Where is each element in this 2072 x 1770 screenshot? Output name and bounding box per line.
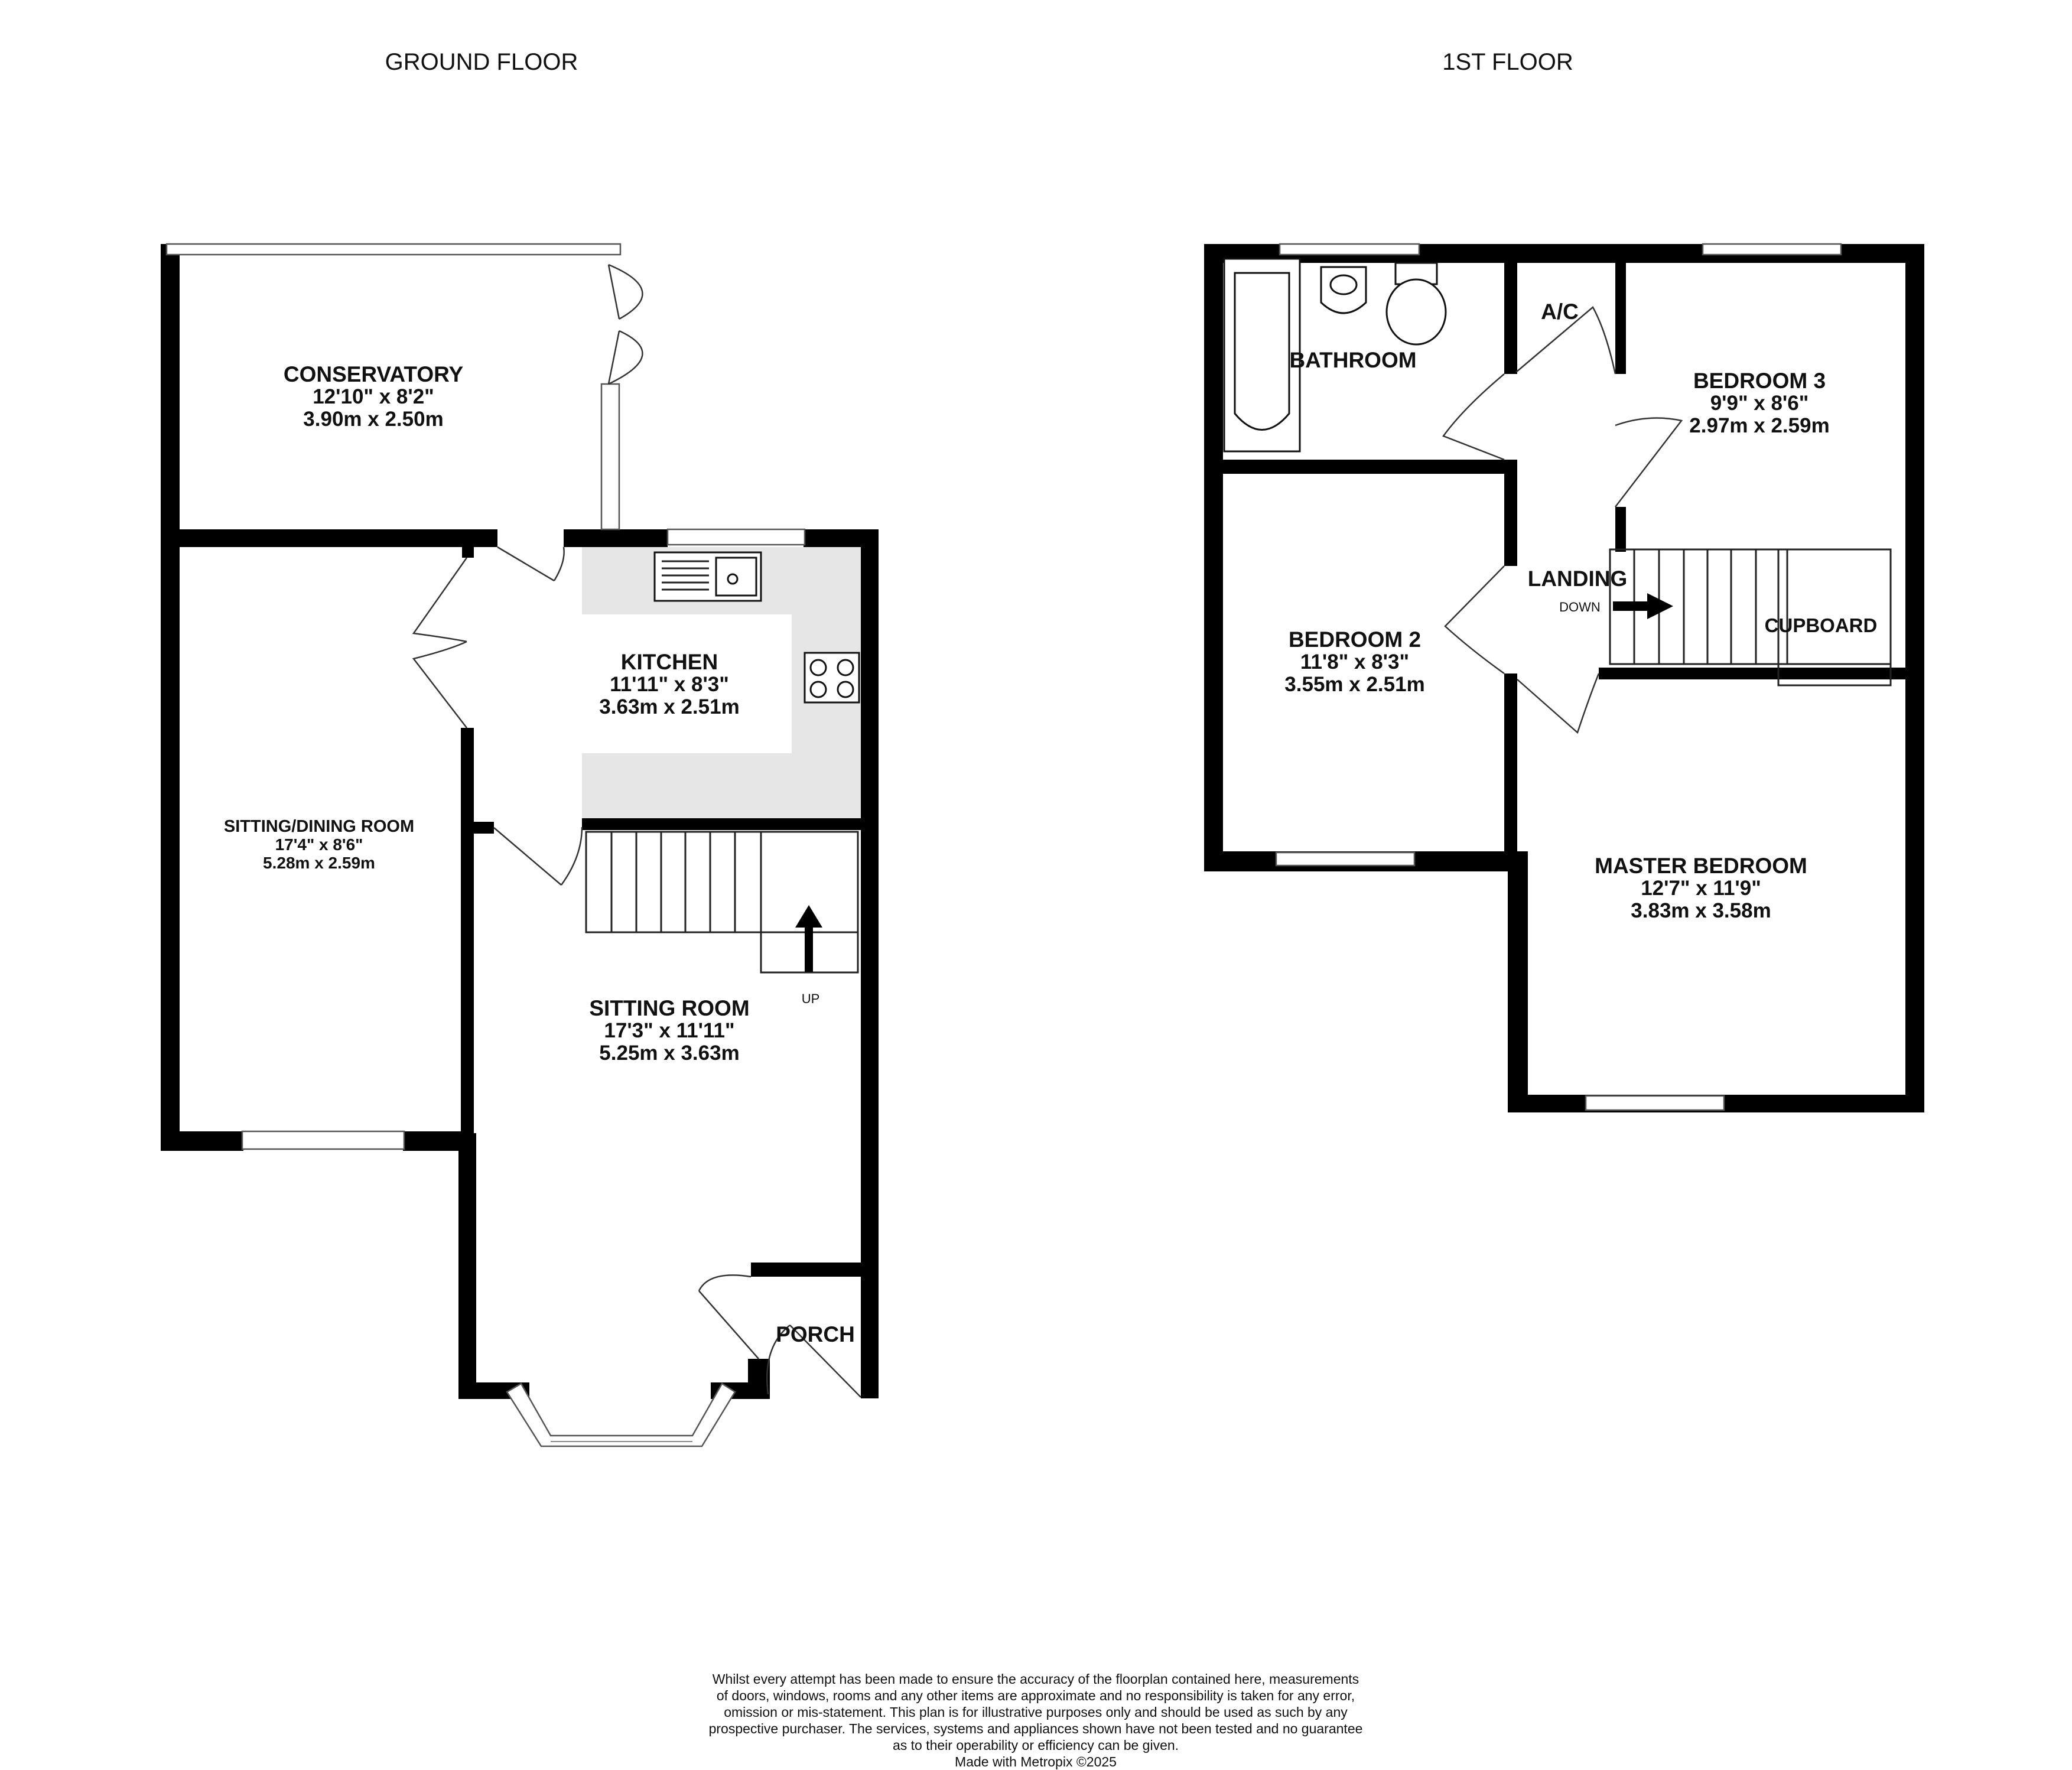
conservatory-imperial: 12'10" x 8'2" xyxy=(313,385,434,408)
wall xyxy=(161,244,180,563)
master-door xyxy=(1517,673,1599,733)
stairs-up-label: UP xyxy=(801,991,820,1006)
bath xyxy=(1224,259,1300,451)
disclaimer-line: prospective purchaser. The services, systems and appliances shown have not been tested and no guarantee xyxy=(708,1721,1363,1736)
cupboard xyxy=(1778,549,1891,664)
bedroom2-door xyxy=(1445,566,1504,673)
kitchen-name: KITCHEN xyxy=(620,650,718,674)
bedroom2-name: BEDROOM 2 xyxy=(1288,627,1422,652)
disclaimer-line: as to their operability or efficiency can be given. xyxy=(892,1738,1179,1753)
kitchen-imperial: 11'11" x 8'3" xyxy=(610,673,729,696)
wall xyxy=(1504,244,1517,374)
disclaimer-line: omission or mis-statement. This plan is for illustrative purposes only and should be used as such by any xyxy=(724,1704,1348,1720)
cupboard-name: CUPBOARD xyxy=(1764,614,1878,636)
conservatory-french-door xyxy=(609,265,642,384)
master-window xyxy=(1586,1096,1724,1110)
bedroom2-window xyxy=(1276,853,1414,866)
toilet xyxy=(1387,263,1446,344)
bathroom-window xyxy=(1280,244,1419,255)
wall xyxy=(604,529,668,547)
sitting-dining-metric: 5.28m x 2.59m xyxy=(263,854,375,872)
dining-french-door xyxy=(414,558,467,728)
conservatory-window xyxy=(167,244,620,255)
bay-window xyxy=(507,1384,735,1446)
up-arrow-head-icon xyxy=(795,905,822,928)
bedroom3-name: BEDROOM 3 xyxy=(1693,369,1826,393)
first-floor-stairs xyxy=(1610,549,1787,664)
bedroom3-window xyxy=(1703,244,1841,255)
hob xyxy=(805,653,859,702)
wall xyxy=(1508,851,1528,1112)
conservatory-side-window xyxy=(601,384,619,529)
conservatory-metric: 3.90m x 2.50m xyxy=(303,408,444,431)
wall xyxy=(1504,673,1517,857)
wall xyxy=(403,1131,462,1151)
up-arrow-icon xyxy=(805,925,813,972)
wall xyxy=(458,1133,476,1398)
porch-name: PORCH xyxy=(776,1322,855,1346)
first-floor-plan xyxy=(1204,244,1924,1112)
sitting-dining-imperial: 17'4" x 8'6" xyxy=(275,835,363,854)
sitting-dining-name: SITTING/DINING ROOM xyxy=(223,817,415,836)
down-arrow-icon xyxy=(1613,601,1648,611)
wall xyxy=(473,822,494,834)
wall xyxy=(1216,460,1517,474)
disclaimer-line: Whilst every attempt has been made to ensure the accuracy of the floorplan contained here, measurements xyxy=(712,1671,1359,1687)
wall xyxy=(564,529,605,547)
down-arrow-head-icon xyxy=(1647,593,1673,619)
wall xyxy=(1615,244,1626,374)
ac-name: A/C xyxy=(1541,300,1579,324)
wall xyxy=(1204,244,1223,871)
sitting-room-name: SITTING ROOM xyxy=(589,996,750,1020)
wall xyxy=(1615,507,1626,552)
bathroom-door xyxy=(1443,374,1504,460)
wall xyxy=(861,1263,879,1398)
wall xyxy=(1504,460,1517,566)
bedroom3-metric: 2.97m x 2.59m xyxy=(1689,414,1830,437)
kitchen-sink xyxy=(655,552,761,601)
wall xyxy=(161,1131,243,1151)
wall xyxy=(861,830,879,1267)
porch-inner-door xyxy=(699,1275,759,1359)
master-imperial: 12'7" x 11'9" xyxy=(1641,877,1761,900)
sitting-room-metric: 5.25m x 3.63m xyxy=(599,1042,740,1065)
kitchen-window xyxy=(668,529,805,545)
wall xyxy=(462,529,474,558)
bedroom2-metric: 3.55m x 2.51m xyxy=(1284,673,1425,696)
wall xyxy=(582,818,879,830)
kitchen-door xyxy=(497,547,564,581)
stairs-down-label: DOWN xyxy=(1559,600,1601,614)
ground-stairs xyxy=(586,832,858,972)
ground-floor-title: GROUND FLOOR xyxy=(385,49,578,75)
wall xyxy=(461,728,474,1133)
disclaimer xyxy=(652,1671,1420,1770)
wall xyxy=(861,529,879,822)
first-floor-title: 1ST FLOOR xyxy=(1442,49,1573,75)
wall xyxy=(161,547,180,1151)
staircase xyxy=(586,832,858,932)
wall xyxy=(1599,668,1908,679)
disclaimer-line: of doors, windows, rooms and any other items are approximate and no responsibility is taken for any error, xyxy=(716,1688,1355,1703)
bedroom3-imperial: 9'9" x 8'6" xyxy=(1710,392,1809,415)
wall xyxy=(161,529,497,547)
basin xyxy=(1321,267,1366,313)
sitting-room-door xyxy=(494,827,582,885)
kitchen-metric: 3.63m x 2.51m xyxy=(599,695,740,718)
bathroom-name: BATHROOM xyxy=(1289,348,1417,372)
disclaimer-line: Made with Metropix ©2025 xyxy=(955,1754,1117,1769)
sitting-dining-window xyxy=(242,1131,404,1149)
landing-name: LANDING xyxy=(1527,567,1628,591)
master-metric: 3.83m x 3.58m xyxy=(1631,899,1771,922)
ground-floor-plan xyxy=(161,244,879,1446)
wall xyxy=(751,1263,879,1277)
conservatory-name: CONSERVATORY xyxy=(283,362,464,386)
sitting-room-imperial: 17'3" x 11'11" xyxy=(604,1019,735,1042)
bedroom2-imperial: 11'8" x 8'3" xyxy=(1300,650,1410,673)
master-name: MASTER BEDROOM xyxy=(1595,854,1807,878)
bedroom3-door xyxy=(1615,418,1681,507)
